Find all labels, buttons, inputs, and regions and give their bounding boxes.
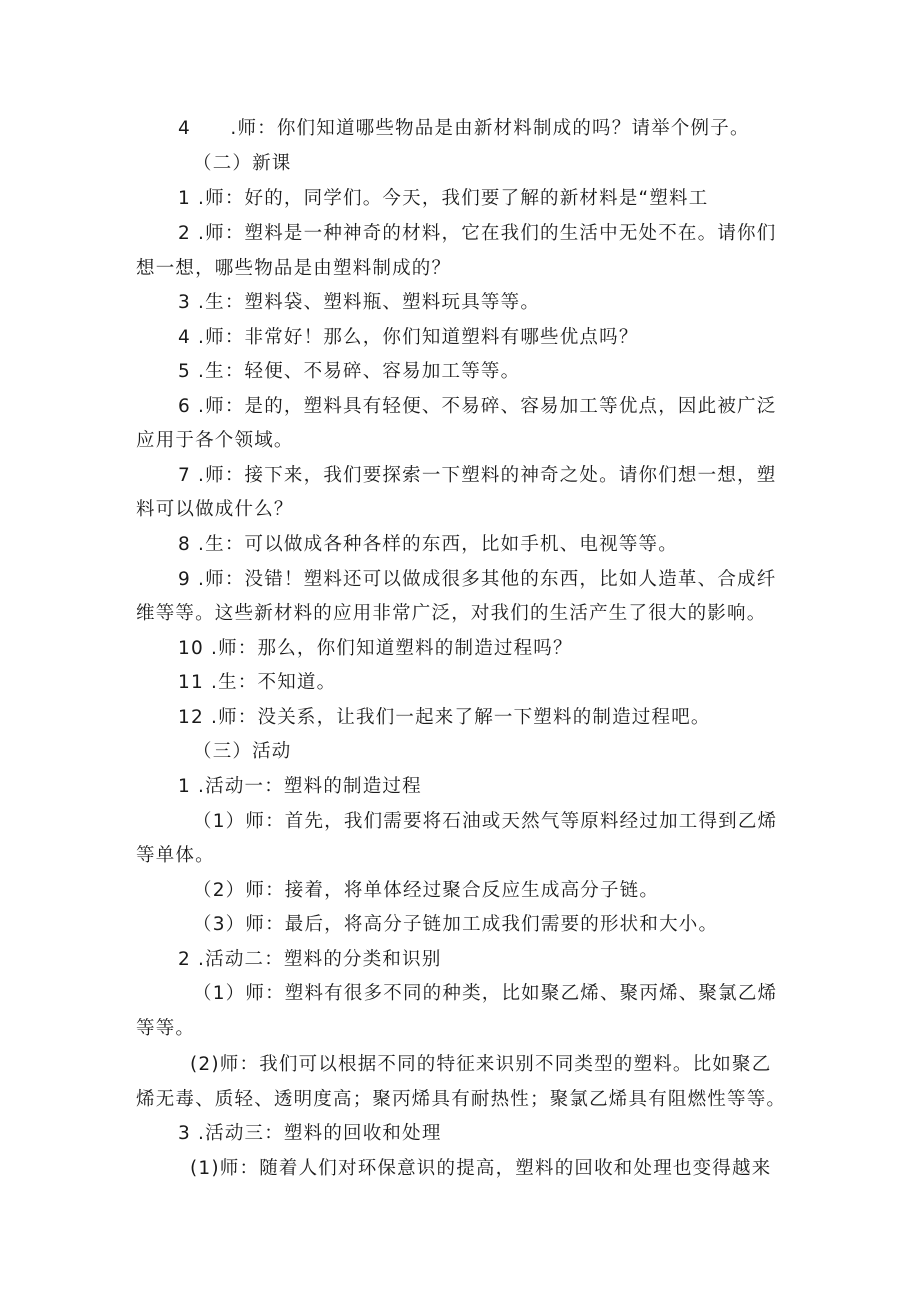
text-line-28: (2)师：我们可以根据不同的特征来识别不同类型的塑料。比如聚乙	[190, 1054, 772, 1075]
text-line-16: 10 .师：那么，你们知道塑料的制造过程吗？	[178, 638, 573, 659]
text-line-3: 1 .师：好的，同学们。今天，我们要了解的新材料是“塑料工	[178, 188, 709, 209]
text-line-29: 烯无毒、质轻、透明度高；聚丙烯具有耐热性；聚氯乙烯具有阻燃性等等。	[136, 1089, 787, 1110]
text-line-17: 11 .生：不知道。	[178, 672, 337, 693]
text-line-18: 12 .师：没关系，让我们一起来了解一下塑料的制造过程吧。	[178, 707, 711, 728]
section-heading-activities: （三）活动	[193, 741, 292, 762]
text-line-6: 3 .生：塑料袋、塑料瓶、塑料玩具等等。	[178, 292, 541, 313]
text-line-11: 7 .师：接下来，我们要探索一下塑料的神奇之处。请你们想一想，塑	[178, 465, 777, 486]
text-line-22: 等单体。	[136, 845, 215, 866]
text-line-10: 应用于各个领域。	[136, 430, 294, 451]
text-line-20: 1 .活动一：塑料的制造过程	[178, 776, 422, 797]
text-line-25: 2 .活动二：塑料的分类和识别	[178, 949, 442, 970]
text-line-1: 4 .师：你们知道哪些物品是由新材料制成的吗？请举个例子。	[178, 118, 750, 139]
text-line-12: 料可以做成什么？	[136, 499, 294, 520]
text-line-15: 维等等。这些新材料的应用非常广泛，对我们的生活产生了很大的影响。	[136, 603, 767, 624]
text-line-8: 5 .生：轻便、不易碎、容易加工等等。	[178, 361, 521, 382]
text-line-31: (1)师：随着人们对环保意识的提高，塑料的回收和处理也变得越来	[190, 1158, 772, 1179]
text-line-23: （2）师：接着，将单体经过聚合反应生成高分子链。	[193, 880, 660, 901]
text-line-5: 想一想，哪些物品是由塑料制成的？	[136, 258, 452, 279]
text-line-21: （1）师：首先，我们需要将石油或天然气等原料经过加工得到乙烯	[193, 811, 778, 832]
text-line-14: 9 .师：没错！塑料还可以做成很多其他的东西，比如人造革、合成纤	[178, 569, 777, 590]
text-line-26: （1）师：塑料有很多不同的种类，比如聚乙烯、聚丙烯、聚氯乙烯	[193, 983, 778, 1004]
section-heading-new-lesson: （二）新课	[193, 153, 292, 174]
text-line-24: （3）师：最后，将高分子链加工成我们需要的形状和大小。	[193, 914, 719, 935]
text-line-13: 8 .生：可以做成各种各样的东西，比如手机、电视等等。	[178, 534, 678, 555]
text-line-7: 4 .师：非常好！那么，你们知道塑料有哪些优点吗？	[178, 327, 639, 348]
text-line-30: 3 .活动三：塑料的回收和处理	[178, 1123, 442, 1144]
text-line-9: 6 .师：是的，塑料具有轻便、不易碎、容易加工等优点，因此被广泛	[178, 396, 777, 417]
text-line-27: 等等。	[136, 1018, 196, 1039]
text-line-4: 2 .师：塑料是一种神奇的材料，它在我们的生活中无处不在。请你们	[178, 223, 777, 244]
